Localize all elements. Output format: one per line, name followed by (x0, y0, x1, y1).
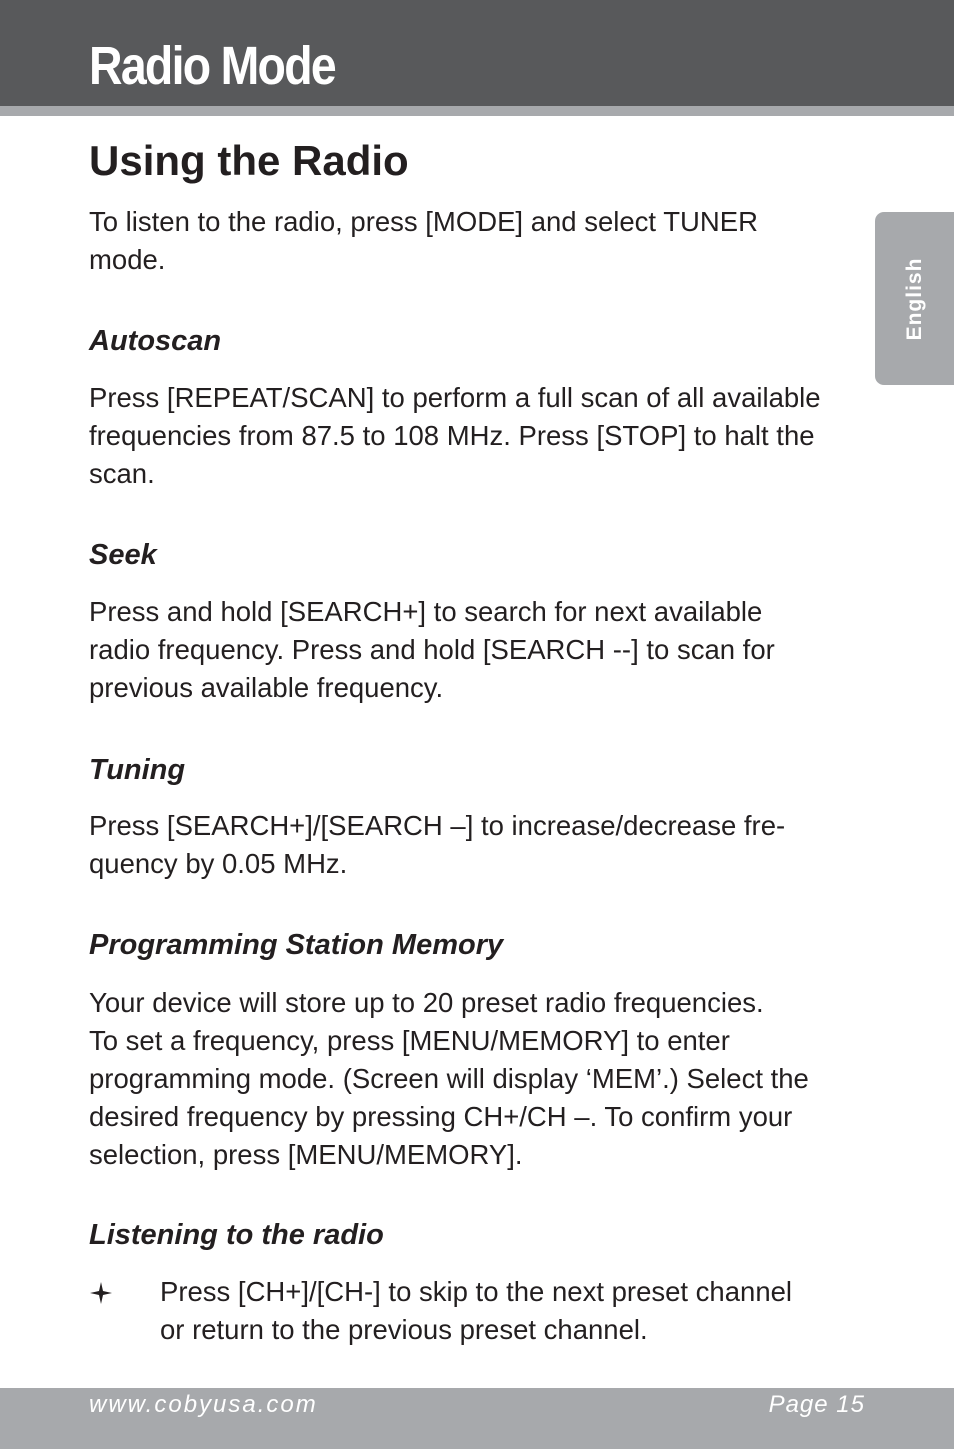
programming-line: Your device will store up to 20 preset radio frequencies. (89, 987, 764, 1018)
section-title: Using the Radio (89, 137, 409, 184)
autoscan-line: frequencies from 87.5 to 108 MHz. Press [STOP] to halt the (89, 420, 815, 451)
header-rule (0, 106, 954, 116)
tuning-paragraph (89, 807, 874, 883)
tuning-heading: Tuning (89, 754, 186, 786)
autoscan-paragraph (89, 379, 874, 493)
intro-paragraph (89, 203, 874, 279)
seek-line: radio frequency. Press and hold [SEARCH --] to scan for (89, 634, 775, 665)
seek-heading: Seek (89, 539, 157, 571)
programming-line: programming mode. (Screen will display ‘MEM’.) Select the (89, 1063, 809, 1094)
programming-paragraph (89, 984, 874, 1174)
tuning-line: quency by 0.05 MHz. (89, 848, 348, 879)
intro-line: mode. (89, 244, 166, 275)
language-tab (875, 212, 954, 385)
footer-url: www.cobyusa.com (89, 1391, 318, 1418)
seek-line: previous available frequency. (89, 672, 444, 703)
four-point-star-icon (89, 1273, 119, 1311)
programming-line: selection, press [MENU/MEMORY]. (89, 1139, 523, 1170)
listening-heading: Listening to the radio (89, 1219, 384, 1251)
programming-heading: Programming Station Memory (89, 929, 504, 961)
autoscan-line: scan. (89, 458, 155, 489)
programming-line: desired frequency by pressing CH+/CH –. To confirm your (89, 1101, 793, 1132)
intro-line: To listen to the radio, press [MODE] and select TUNER (89, 206, 758, 237)
seek-paragraph (89, 593, 874, 707)
autoscan-line: Press [REPEAT/SCAN] to perform a full scan of all available (89, 382, 821, 413)
tuning-line: Press [SEARCH+]/[SEARCH –] to increase/decrease fre- (89, 810, 786, 841)
programming-line: To set a frequency, press [MENU/MEMORY] to enter (89, 1025, 730, 1056)
autoscan-heading: Autoscan (89, 325, 222, 357)
listening-line: or return to the previous preset channel. (160, 1314, 648, 1345)
listening-bullet-text (160, 1273, 874, 1349)
listening-line: Press [CH+]/[CH-] to skip to the next preset channel (160, 1276, 793, 1307)
seek-line: Press and hold [SEARCH+] to search for next available (89, 596, 763, 627)
language-tab-label: English (902, 257, 926, 340)
footer-page-number: Page 15 (768, 1391, 865, 1418)
page-title: Radio Mode (89, 36, 335, 96)
